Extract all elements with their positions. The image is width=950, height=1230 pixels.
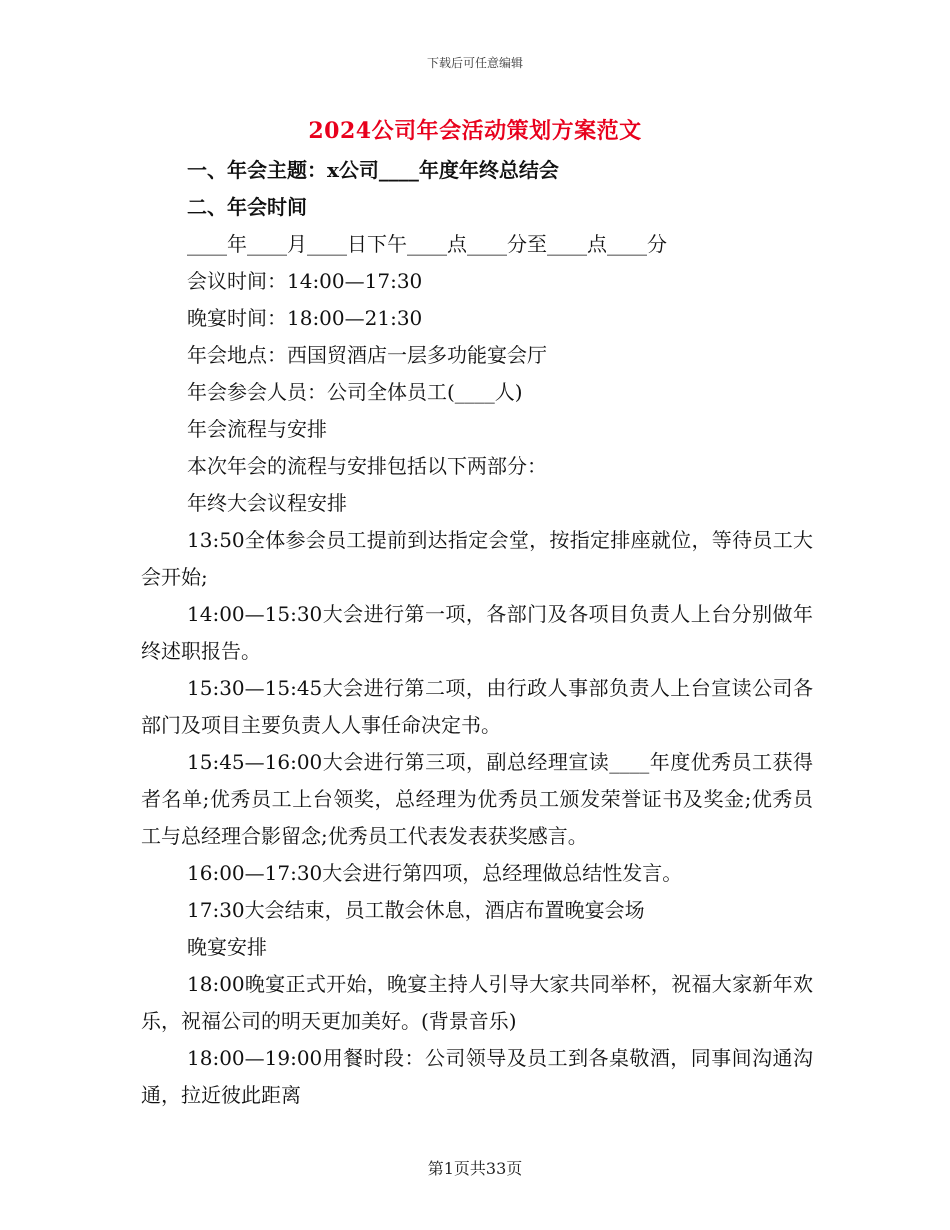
agenda-item-1730: 17:30大会结束，员工散会休息，酒店布置晚宴会场 bbox=[187, 898, 645, 922]
section-heading-theme: 一、年会主题：x公司____年度年终总结会 bbox=[187, 158, 559, 182]
page-number-footer: 第1页共33页 bbox=[427, 1159, 523, 1178]
attendees: 年会参会人员：公司全体员工(____人) bbox=[187, 380, 523, 404]
venue: 年会地点：西国贸酒店一层多功能宴会厅 bbox=[187, 343, 547, 367]
dinner-heading: 晚宴安排 bbox=[187, 935, 267, 959]
section-heading-time: 二、年会时间 bbox=[187, 195, 307, 219]
flow-heading: 年会流程与安排 bbox=[187, 417, 327, 441]
document-body bbox=[141, 152, 813, 1114]
header-note: 下载后可任意编辑 bbox=[426, 56, 523, 70]
time-blank-line: ____年____月____日下午____点____分至____点____分 bbox=[187, 232, 667, 256]
dinner-item-1800: 18:00晚宴正式开始，晚宴主持人引导大家共同举杯，祝福大家新年欢乐，祝福公司的明天更加美好。(背景音乐) bbox=[141, 972, 813, 1033]
agenda-item-1530: 15:30—15:45大会进行第二项，由行政人事部负责人上台宣读公司各部门及项目主要负责人人事任命决定书。 bbox=[141, 676, 813, 737]
document-title: 2024公司年会活动策划方案范文 bbox=[308, 118, 642, 144]
agenda-item-1545: 15:45—16:00大会进行第三项，副总经理宣读____年度优秀员工获得者名单;优秀员工上台领奖，总经理为优秀员工颁发荣誉证书及奖金;优秀员工与总经理合影留念;优秀员工代表发表获奖感言。 bbox=[141, 750, 813, 848]
agenda-item-1350: 13:50全体参会员工提前到达指定会堂，按指定排座就位，等待员工大会开始; bbox=[141, 528, 813, 589]
agenda-heading: 年终大会议程安排 bbox=[187, 491, 347, 515]
meeting-time: 会议时间：14:00—17:30 bbox=[187, 269, 423, 293]
flow-intro: 本次年会的流程与安排包括以下两部分： bbox=[187, 454, 547, 478]
dinner-item-1800-1900: 18:00—19:00用餐时段：公司领导及员工到各桌敬酒，同事间沟通沟通，拉近彼此距离 bbox=[141, 1046, 813, 1107]
agenda-item-1600: 16:00—17:30大会进行第四项，总经理做总结性发言。 bbox=[187, 861, 683, 885]
agenda-item-1400: 14:00—15:30大会进行第一项，各部门及各项目负责人上台分别做年终述职报告。 bbox=[141, 602, 813, 663]
dinner-time: 晚宴时间：18:00—21:30 bbox=[187, 306, 423, 330]
